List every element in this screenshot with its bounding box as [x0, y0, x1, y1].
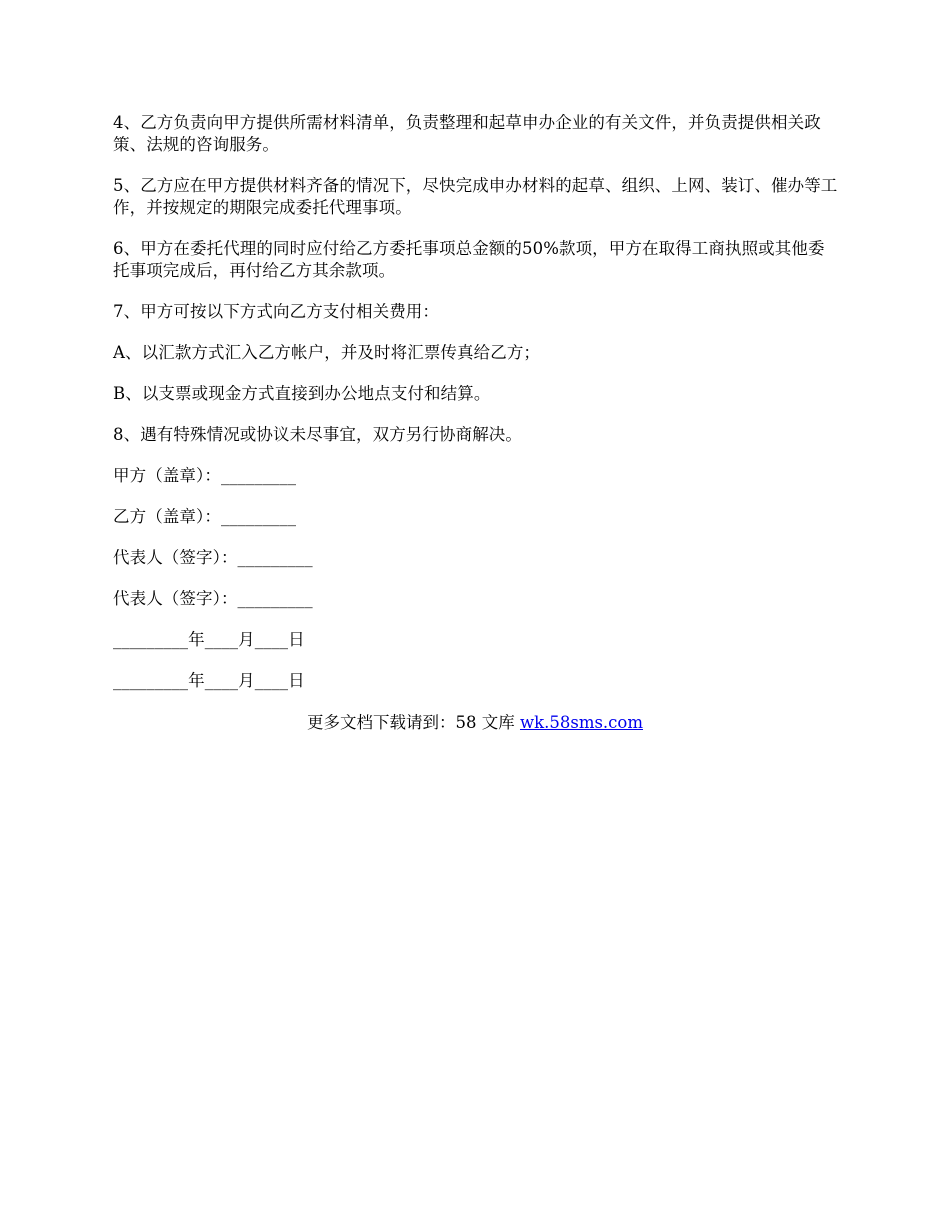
- representative-signature-line-a: 代表人（签字）：_________: [113, 548, 313, 567]
- party-a-seal-line: 甲方（盖章）：_________: [113, 466, 297, 485]
- clause-7: 7、甲方可按以下方式向乙方支付相关费用：: [113, 302, 439, 321]
- payment-option-b: B、以支票或现金方式直接到办公地点支付和结算。: [113, 384, 491, 403]
- representative-signature-line-b: 代表人（签字）：_________: [113, 589, 313, 608]
- clause-6: 6、甲方在委托代理的同时应付给乙方委托事项总金额的50%款项，甲方在取得工商执照或其他委托事项完成后，再付给乙方其余款项。: [113, 239, 825, 280]
- date-line-a: _________年____月____日: [113, 630, 305, 649]
- date-line-b: _________年____月____日: [113, 671, 305, 690]
- payment-option-a: A、以汇款方式汇入乙方帐户，并及时将汇票传真给乙方；: [113, 343, 541, 362]
- footer-text: 更多文档下载请到：58 文库: [306, 713, 520, 732]
- party-b-seal-line: 乙方（盖章）：_________: [113, 507, 297, 526]
- clause-8: 8、遇有特殊情况或协议未尽事宜，双方另行协商解决。: [113, 425, 522, 444]
- document-body: [113, 112, 838, 711]
- footer-link[interactable]: wk.58sms.com: [519, 713, 643, 732]
- clause-5: 5、乙方应在甲方提供材料齐备的情况下，尽快完成申办材料的起草、组织、上网、装订、催办等工作，并按规定的期限完成委托代理事项。: [113, 176, 838, 217]
- clause-4: 4、乙方负责向甲方提供所需材料清单，负责整理和起草申办企业的有关文件，并负责提供相关政策、法规的咨询服务。: [113, 113, 821, 154]
- footer: [0, 712, 950, 734]
